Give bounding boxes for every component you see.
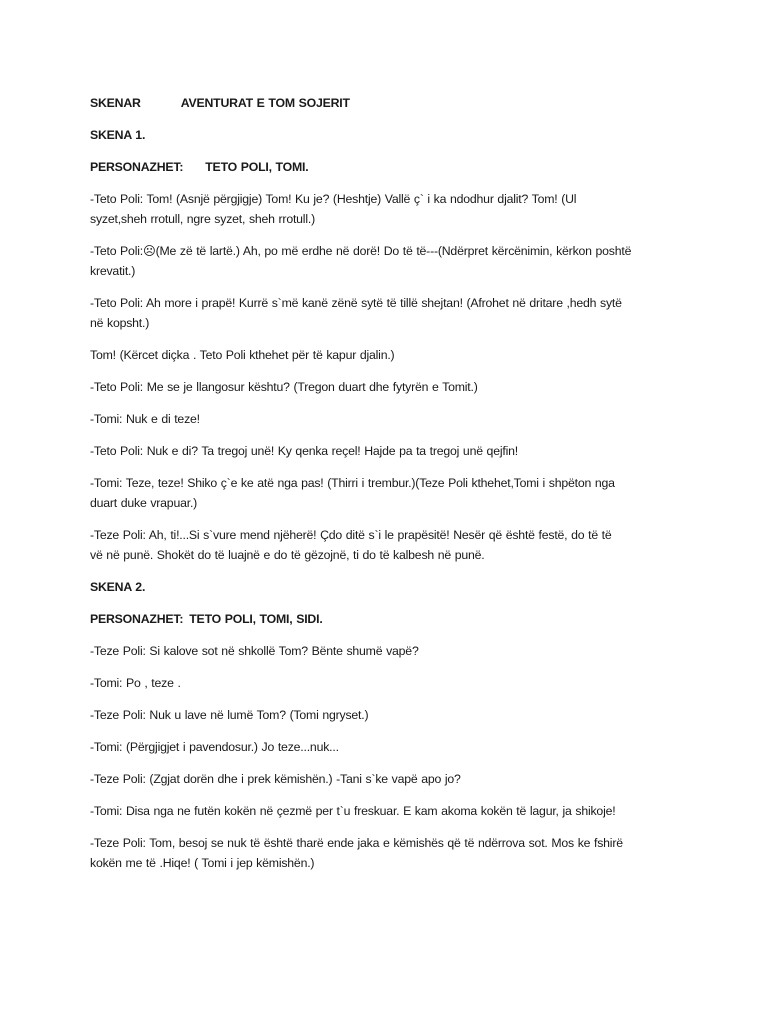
dialogue-paragraph [90,641,680,661]
document-title [90,93,680,113]
dialogue-paragraph [90,241,680,281]
dialogue-line: kokën me të .Hiqe! ( Tomi i jep këmishën.) [90,856,315,870]
dialogue-line: vë në punë. Shokët do të luajnë e do të gëzojnë, ti do të kalbesh në punë. [90,548,485,562]
dialogue-paragraph [90,737,680,757]
dialogue-line: -Teze Poli: Nuk u lave në lumë Tom? (Tomi ngryset.) [90,708,369,722]
dialogue-line: -Tomi: Po , teze . [90,676,181,690]
dialogue-line: -Teze Poli: Ah, ti!...Si s`vure mend njëherë! Çdo ditë s`i le prapësitë! Nesër që është festë, do të të [90,528,612,542]
characters-line [90,609,680,629]
dialogue-line: -Tomi: Teze, teze! Shiko ç`e ke atë nga pas! (Thirri i trembur.)(Teze Poli kthehet,Tomi i shpëton nga [90,476,615,490]
dialogue-line: Tom! (Kërcet diçka . Teto Poli kthehet për të kapur djalin.) [90,348,395,362]
title-label: SKENAR [90,96,141,110]
dialogue-line: -Tomi: Nuk e di teze! [90,412,200,426]
dialogue-line: -Teto Poli: Ah more i prapë! Kurrë s`më kanë zënë sytë të tillë shejtan! (Afrohet në dritare ,hedh sytë [90,296,622,310]
characters-line [90,157,680,177]
dialogue-paragraph [90,673,680,693]
characters-list: TETO POLI, TOMI. [205,160,309,174]
dialogue-line: -Teto Poli: Me se je llangosur kështu? (Tregon duart dhe fytyrën e Tomit.) [90,380,478,394]
dialogue-line: -Teze Poli: Tom, besoj se nuk të është tharë ende jaka e këmishës që të ndërrova sot. Mos ke fshirë [90,836,623,850]
dialogue-line: -Tomi: (Përgjigjet i pavendosur.) Jo teze...nuk... [90,740,339,754]
dialogue-line: -Teze Poli: Si kalove sot në shkollë Tom? Bënte shumë vapë? [90,644,419,658]
scene-heading: SKENA 1. [90,128,146,142]
characters-list: TETO POLI, TOMI, SIDI. [189,612,323,626]
scene-heading: SKENA 2. [90,580,146,594]
dialogue-paragraph [90,705,680,725]
dialogue-paragraph [90,769,680,789]
dialogue-paragraph [90,473,680,513]
dialogue-paragraph [90,801,680,821]
dialogue-line: -Teto Poli: Tom! (Asnjë përgjigje) Tom! Ku je? (Heshtje) Vallë ç` i ka ndodhur djalit? Tom! (Ul [90,192,577,206]
dialogue-paragraph [90,345,680,365]
dialogue-line: -Teto Poli:☹(Me zë të lartë.) Ah, po më erdhe në dorë! Do të të---(Ndërpret kërcënimin, kërkon poshtë [90,244,632,258]
dialogue-paragraph [90,409,680,429]
title-name: AVENTURAT E TOM SOJERIT [180,96,350,110]
characters-label: PERSONAZHET: [90,612,184,626]
dialogue-line: syzet,sheh rrotull, ngre syzet, sheh rrotull.) [90,212,315,226]
dialogue-line: krevatit.) [90,264,136,278]
dialogue-line: -Tomi: Disa nga ne futën kokën në çezmë per t`u freskuar. E kam akoma kokën të lagur, ja shikoje! [90,804,616,818]
dialogue-line: -Teze Poli: (Zgjat dorën dhe i prek këmishën.) -Tani s`ke vapë apo jo? [90,772,461,786]
dialogue-paragraph [90,441,680,461]
dialogue-line: -Teto Poli: Nuk e di? Ta tregoj unë! Ky qenka reçel! Hajde pa ta tregoj unë qejfin! [90,444,518,458]
dialogue-line: duart duke vrapuar.) [90,496,198,510]
dialogue-paragraph [90,293,680,333]
dialogue-paragraph [90,525,680,565]
dialogue-paragraph [90,833,680,873]
dialogue-paragraph [90,189,680,229]
characters-label: PERSONAZHET: [90,160,184,174]
script-page [90,93,680,885]
dialogue-line: në kopsht.) [90,316,150,330]
dialogue-paragraph [90,377,680,397]
